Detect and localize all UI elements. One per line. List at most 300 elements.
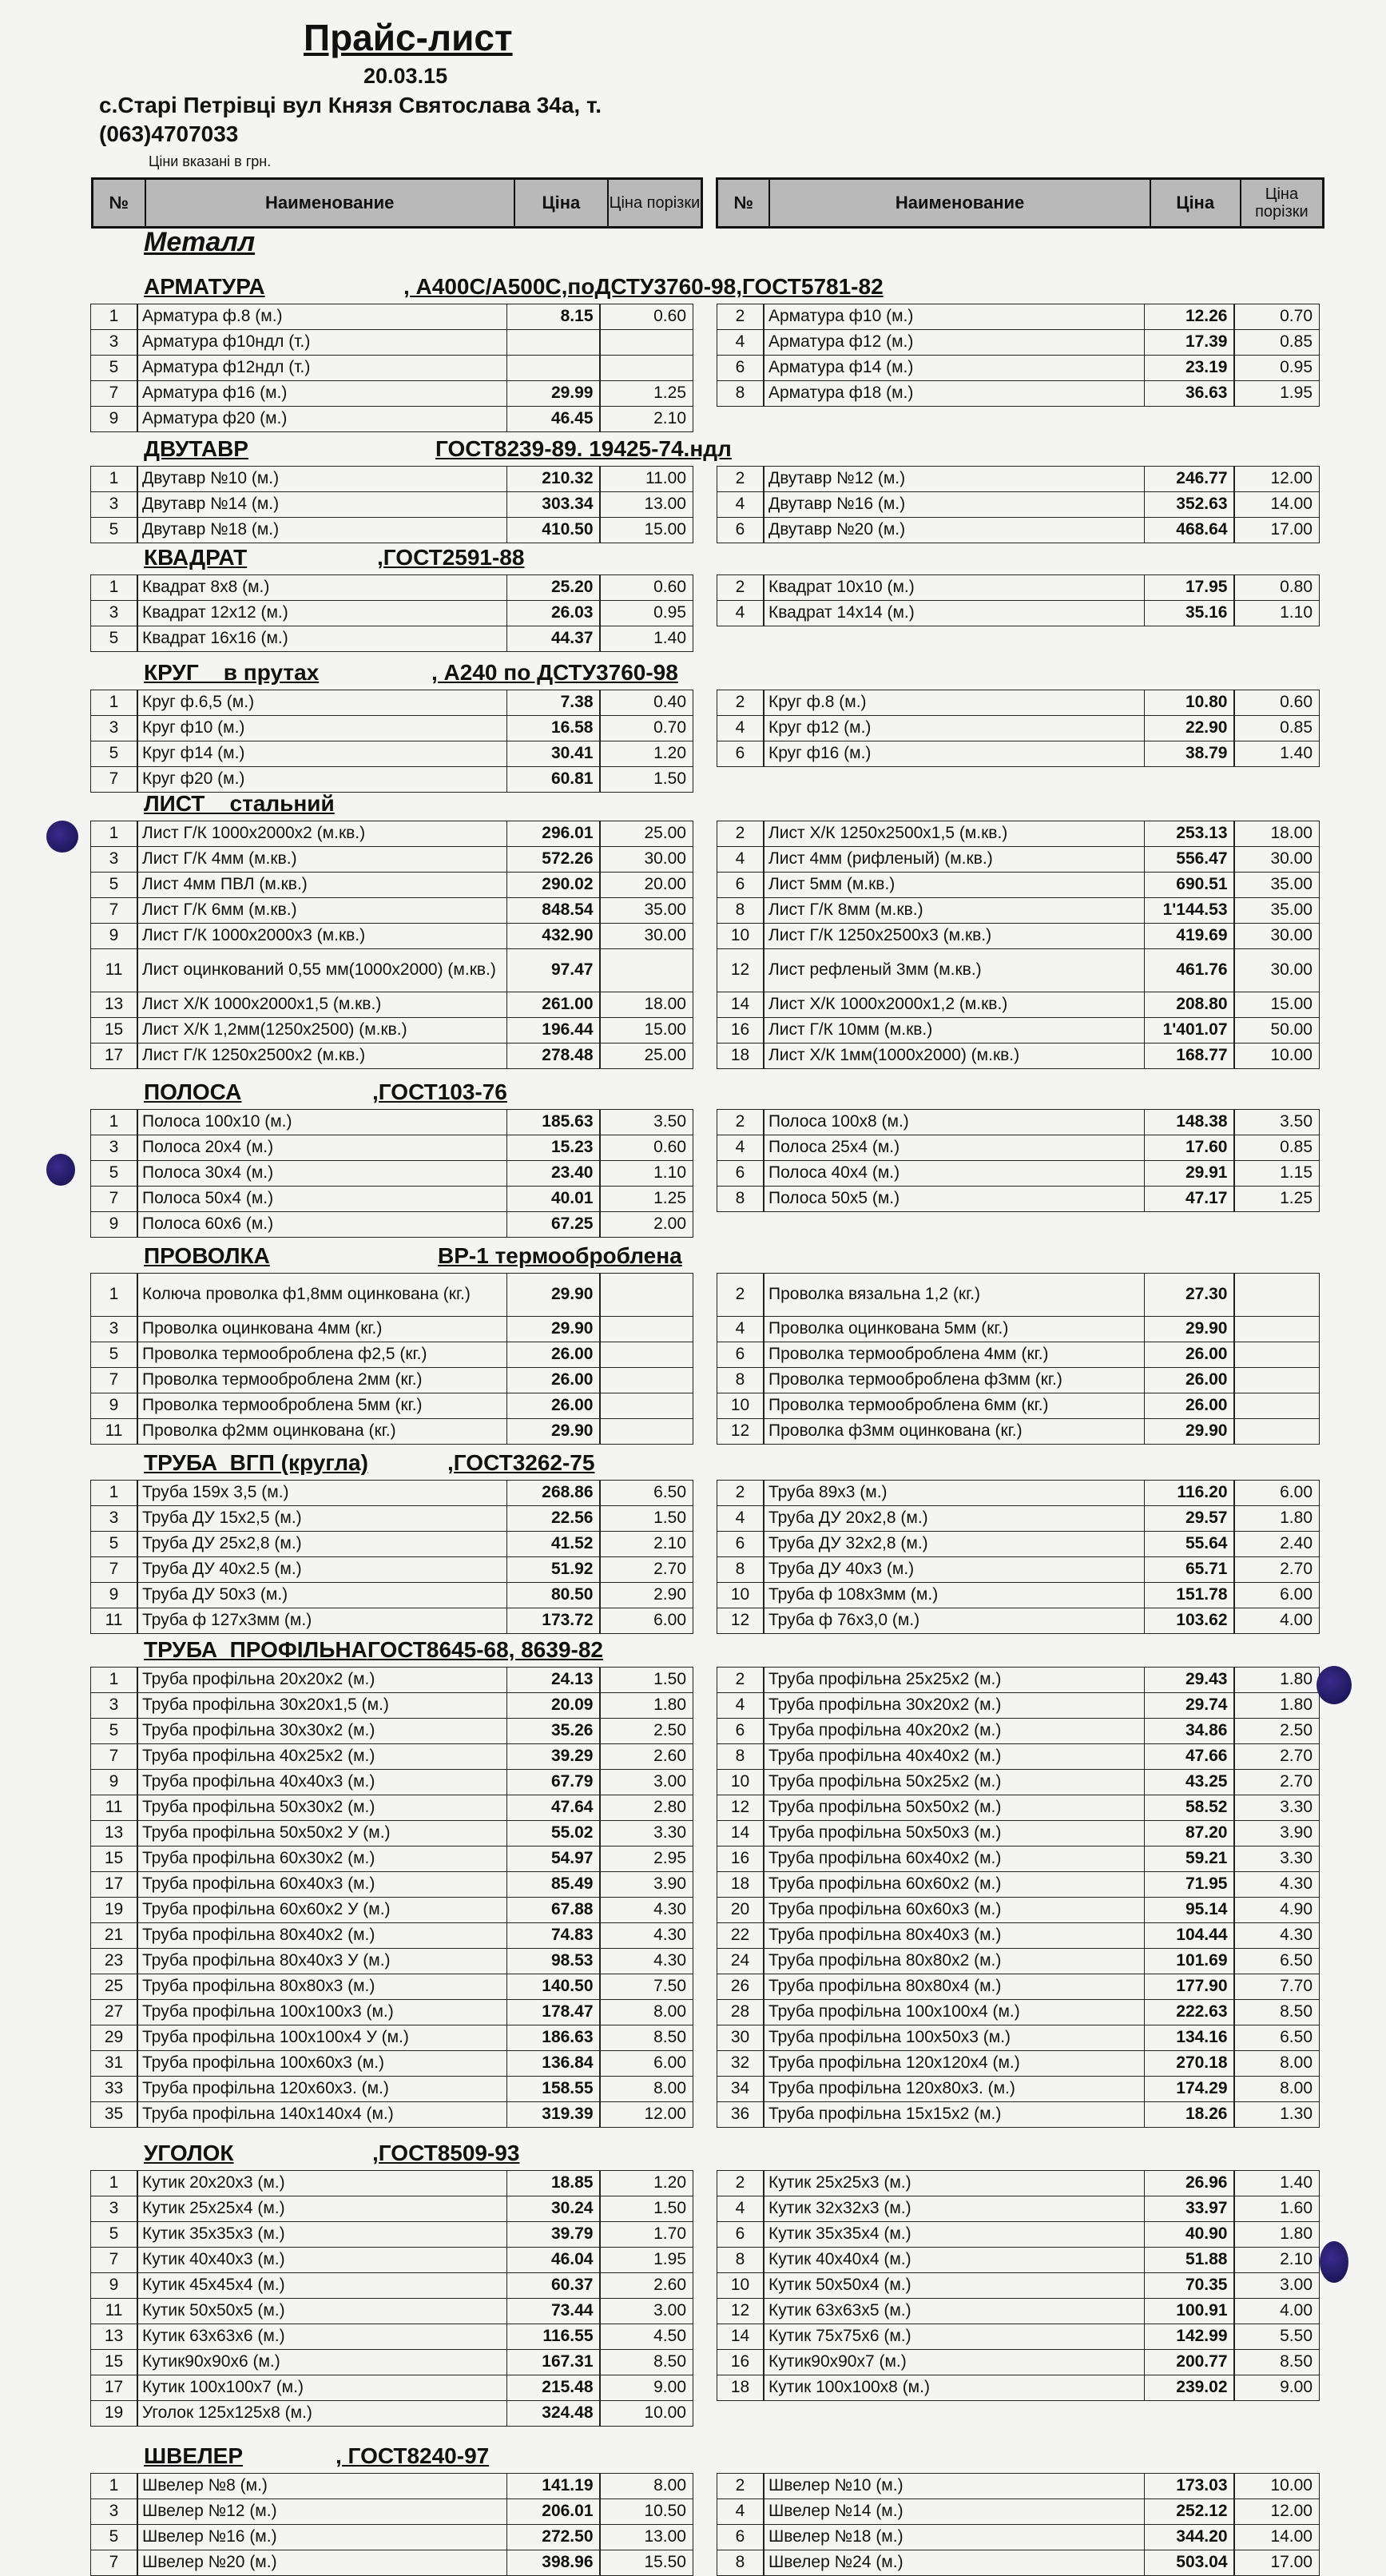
product-price: 41.52 — [506, 1531, 601, 1558]
table-row — [91, 1668, 693, 1693]
cutting-price: 1.95 — [599, 2247, 693, 2274]
product-name: Арматура ф10 (м.) — [763, 304, 1145, 331]
product-price: 26.00 — [506, 1342, 601, 1369]
row-number: 29 — [90, 2025, 138, 2052]
product-price: 432.90 — [506, 923, 601, 950]
table-row — [717, 1872, 1320, 1898]
cutting-price: 4.30 — [599, 1922, 693, 1950]
product-price: 26.00 — [506, 1393, 601, 1420]
cutting-price: 1.50 — [599, 1667, 693, 1694]
product-price: 26.96 — [1144, 2170, 1235, 2197]
product-name: Кутик 25х25х3 (м.) — [763, 2170, 1145, 2197]
product-price: 30.41 — [506, 741, 601, 768]
category-name: ТРУБА ВГП (кругла) — [144, 1450, 368, 1475]
product-name: Труба ДУ 25х2,8 (м.) — [137, 1531, 507, 1558]
product-price: 71.95 — [1144, 1871, 1235, 1898]
cutting-price: 2.10 — [1233, 2247, 1320, 2274]
product-price: 253.13 — [1144, 821, 1235, 848]
row-number: 5 — [90, 2221, 138, 2248]
cutting-price: 0.60 — [1233, 690, 1320, 717]
table-row — [91, 924, 693, 949]
table-row — [91, 330, 693, 356]
cutting-price: 25.00 — [599, 1043, 693, 1070]
table-row — [717, 949, 1320, 992]
product-price: 246.77 — [1144, 466, 1235, 493]
cutting-price: 1.50 — [599, 2196, 693, 2223]
product-price: 44.37 — [506, 626, 601, 653]
cutting-price: 0.70 — [599, 715, 693, 742]
cutting-price: 0.85 — [1233, 1135, 1320, 1162]
row-number: 4 — [717, 1135, 764, 1162]
product-name: Двутавр №16 (м.) — [763, 491, 1145, 519]
row-number: 16 — [717, 1017, 764, 1044]
row-number: 15 — [90, 1846, 138, 1873]
product-name: Труба профільна 50х50х2 (м.) — [763, 1795, 1145, 1822]
table-row — [91, 1110, 693, 1135]
product-price: 290.02 — [506, 872, 601, 899]
row-number: 6 — [717, 2524, 764, 2551]
product-price: 16.58 — [506, 715, 601, 742]
product-name: Проволка вязальна 1,2 (кг.) — [763, 1273, 1145, 1318]
cutting-price: 2.40 — [1233, 1531, 1320, 1558]
category-title — [144, 2443, 243, 2469]
product-name: Полоса 30х4 (м.) — [137, 1160, 507, 1187]
product-name: Труба профільна 40х40х3 (м.) — [137, 1769, 507, 1796]
cutting-price: 15.00 — [1233, 992, 1320, 1019]
product-price: 410.50 — [506, 517, 601, 544]
col-wholesale: Ціна порізки — [609, 194, 701, 212]
row-number: 3 — [90, 846, 138, 873]
table-row — [91, 1018, 693, 1044]
table-row — [91, 1506, 693, 1532]
table-row — [91, 381, 693, 407]
table-row — [717, 467, 1320, 492]
row-number: 4 — [717, 1316, 764, 1343]
cutting-price: 8.50 — [1233, 2349, 1320, 2376]
table-row — [717, 1135, 1320, 1161]
cutting-price: 2.60 — [599, 1743, 693, 1771]
cutting-price: 2.90 — [599, 1582, 693, 1609]
table-row — [91, 2171, 693, 2196]
cutting-price: 1.80 — [1233, 2221, 1320, 2248]
row-number: 11 — [90, 1418, 138, 1445]
row-number: 13 — [90, 2324, 138, 2351]
row-number: 5 — [90, 872, 138, 899]
ink-mark — [46, 821, 78, 853]
cutting-price: 30.00 — [1233, 923, 1320, 950]
product-price: 15.23 — [506, 1135, 601, 1162]
product-name: Труба профільна 100х100х3 (м.) — [137, 1999, 507, 2026]
cutting-price: 17.00 — [1233, 517, 1320, 544]
product-price: 22.56 — [506, 1505, 601, 1532]
table-row — [717, 381, 1320, 407]
product-name: Лист Г/К 1250х2500х2 (м.кв.) — [137, 1043, 507, 1070]
product-price: 38.79 — [1144, 741, 1235, 768]
row-number: 4 — [717, 2498, 764, 2526]
category-title — [144, 1243, 270, 1269]
product-price: 261.00 — [506, 992, 601, 1019]
product-price: 29.74 — [1144, 1692, 1235, 1719]
cutting-price: 1.80 — [1233, 1692, 1320, 1719]
cutting-price: 0.60 — [599, 574, 693, 602]
table-row — [91, 1212, 693, 1238]
table-row — [91, 1872, 693, 1898]
table-row — [91, 1044, 693, 1069]
product-price: 556.47 — [1144, 846, 1235, 873]
category-standard — [372, 1079, 507, 1105]
phone-line: (063)4707033 — [99, 121, 239, 146]
row-number: 8 — [717, 897, 764, 924]
table-row — [91, 518, 693, 543]
row-number: 34 — [717, 2076, 764, 2103]
table-row — [91, 1317, 693, 1342]
product-name: Двутавр №18 (м.) — [137, 517, 507, 544]
product-name: Труба ДУ 40х2.5 (м.) — [137, 1556, 507, 1584]
category-standard — [447, 1450, 594, 1476]
row-number: 2 — [717, 1480, 764, 1507]
row-number: 5 — [90, 1718, 138, 1745]
row-number: 17 — [90, 1043, 138, 1070]
product-name: Труба 89х3 (м.) — [763, 1480, 1145, 1507]
category-name: ЛИСТ стальний — [144, 791, 335, 816]
product-name: Труба профільна 120х80х3. (м.) — [763, 2076, 1145, 2103]
ink-mark — [46, 1154, 75, 1186]
table-row — [91, 1419, 693, 1445]
row-number: 14 — [717, 2324, 764, 2351]
row-number: 35 — [90, 2101, 138, 2129]
row-number: 30 — [717, 2025, 764, 2052]
product-price: 296.01 — [506, 821, 601, 848]
row-number: 9 — [90, 1769, 138, 1796]
product-price: 103.62 — [1144, 1608, 1235, 1635]
cutting-price: 0.70 — [1233, 304, 1320, 331]
product-name: Швелер №18 (м.) — [763, 2524, 1145, 2551]
product-price: 1'401.07 — [1144, 1017, 1235, 1044]
table-row — [717, 873, 1320, 898]
product-name: Полоса 50х4 (м.) — [137, 1186, 507, 1213]
table-row — [91, 1557, 693, 1583]
table-row — [717, 575, 1320, 601]
row-number: 8 — [717, 1367, 764, 1394]
product-price: 26.00 — [1144, 1393, 1235, 1420]
cutting-price: 8.00 — [599, 2076, 693, 2103]
cutting-price: 3.90 — [599, 1871, 693, 1898]
product-name: Кутик 45х45х4 (м.) — [137, 2272, 507, 2300]
price-note: Ціни вказані в грн. — [149, 153, 272, 169]
product-price: 51.88 — [1144, 2247, 1235, 2274]
cutting-price: 1.40 — [1233, 2170, 1320, 2197]
table-row — [717, 1923, 1320, 1949]
cutting-price: 3.50 — [1233, 1109, 1320, 1136]
cutting-price: 1.80 — [599, 1692, 693, 1719]
row-number: 6 — [717, 517, 764, 544]
product-price: 206.01 — [506, 2498, 601, 2526]
cutting-price — [599, 1393, 693, 1420]
product-price: 1'144.53 — [1144, 897, 1235, 924]
table-header-left — [91, 177, 703, 229]
cutting-price: 3.00 — [599, 2298, 693, 2325]
cutting-price: 7.70 — [1233, 1974, 1320, 2001]
product-name: Арматура ф18 (м.) — [763, 380, 1145, 407]
table-row — [91, 1744, 693, 1770]
table-row — [91, 2375, 693, 2401]
table-row — [717, 1770, 1320, 1795]
table-row — [91, 1693, 693, 1719]
cutting-price — [599, 948, 693, 993]
product-price: 12.26 — [1144, 304, 1235, 331]
cutting-price: 3.30 — [599, 1820, 693, 1847]
row-number: 9 — [90, 2272, 138, 2300]
table-row — [91, 1135, 693, 1161]
table-row — [91, 741, 693, 767]
product-name: Полоса 100х10 (м.) — [137, 1109, 507, 1136]
cutting-price: 35.00 — [1233, 897, 1320, 924]
product-price: 47.64 — [506, 1795, 601, 1822]
cutting-price: 7.50 — [599, 1974, 693, 2001]
product-name: Двутавр №10 (м.) — [137, 466, 507, 493]
table-row — [717, 2196, 1320, 2222]
product-price: 26.00 — [1144, 1342, 1235, 1369]
product-name: Труба профільна 60х60х2 У (м.) — [137, 1897, 507, 1924]
category-standard — [336, 2443, 489, 2469]
row-number: 3 — [90, 2196, 138, 2223]
product-name: Уголок 125х125х8 (м.) — [137, 2400, 507, 2427]
product-name: Арматура ф20 (м.) — [137, 406, 507, 433]
row-number: 5 — [90, 1531, 138, 1558]
product-name: Лист Г/К 4мм (м.кв.) — [137, 846, 507, 873]
cutting-price: 2.70 — [1233, 1556, 1320, 1584]
row-number: 5 — [90, 626, 138, 653]
table-row — [91, 2350, 693, 2375]
cutting-price: 1.20 — [599, 2170, 693, 2197]
product-name: Круг ф14 (м.) — [137, 741, 507, 768]
table-row — [717, 1719, 1320, 1744]
product-name: Труба профільна 50х50х2 У (м.) — [137, 1820, 507, 1847]
product-name: Труба профільна 30х30х2 (м.) — [137, 1718, 507, 1745]
row-number: 12 — [717, 1795, 764, 1822]
cutting-price: 0.80 — [1233, 574, 1320, 602]
cutting-price: 0.40 — [599, 690, 693, 717]
cutting-price: 20.00 — [599, 872, 693, 899]
product-price: 25.20 — [506, 574, 601, 602]
product-name: Лист 5мм (м.кв.) — [763, 872, 1145, 899]
table-row — [91, 304, 693, 330]
product-name: Кутик 40х40х3 (м.) — [137, 2247, 507, 2274]
table-row — [91, 1342, 693, 1368]
table-row — [717, 1342, 1320, 1368]
product-name: Квадрат 16х16 (м.) — [137, 626, 507, 653]
product-name: Труба ДУ 32х2,8 (м.) — [763, 1531, 1145, 1558]
product-name: Кутик 35х35х4 (м.) — [763, 2221, 1145, 2248]
category-name: АРМАТУРА — [144, 274, 265, 299]
product-price: 73.44 — [506, 2298, 601, 2325]
row-number: 2 — [717, 821, 764, 848]
row-number: 3 — [90, 1316, 138, 1343]
product-name: Труба ф 127х3мм (м.) — [137, 1608, 507, 1635]
row-number: 7 — [90, 897, 138, 924]
row-number: 6 — [717, 1160, 764, 1187]
table-row — [717, 924, 1320, 949]
product-price: 158.55 — [506, 2076, 601, 2103]
cutting-price — [1233, 1342, 1320, 1369]
product-name: Труба 159х 3,5 (м.) — [137, 1480, 507, 1507]
category-name: ШВЕЛЕР — [144, 2443, 244, 2468]
table-row — [717, 601, 1320, 626]
cutting-price: 15.00 — [599, 1017, 693, 1044]
cutting-price: 2.70 — [1233, 1769, 1320, 1796]
cutting-price: 5.50 — [1233, 2324, 1320, 2351]
product-name: Круг ф20 (м.) — [137, 766, 507, 793]
product-name: Проволка ф3мм оцинкована (кг.) — [763, 1418, 1145, 1445]
table-row — [91, 2196, 693, 2222]
product-price: 10.80 — [1144, 690, 1235, 717]
row-number: 13 — [90, 1820, 138, 1847]
table-row — [717, 1481, 1320, 1506]
cutting-price: 14.00 — [1233, 491, 1320, 519]
cutting-price — [1233, 1273, 1320, 1318]
cutting-price: 30.00 — [1233, 846, 1320, 873]
table-row — [717, 2350, 1320, 2375]
table-row — [91, 2474, 693, 2499]
cutting-price: 1.80 — [1233, 1505, 1320, 1532]
product-name: Лист рефленый 3мм (м.кв.) — [763, 948, 1145, 993]
table-row — [717, 518, 1320, 543]
cutting-price: 9.00 — [1233, 2375, 1320, 2402]
cutting-price: 35.00 — [599, 897, 693, 924]
product-name: Труба профільна 120х60х3. (м.) — [137, 2076, 507, 2103]
category-title — [144, 1079, 241, 1105]
product-name: Лист Г/К 10мм (м.кв.) — [763, 1017, 1145, 1044]
product-price: 17.60 — [1144, 1135, 1235, 1162]
price-date: 20.03.15 — [363, 64, 448, 88]
table-row — [91, 1949, 693, 1974]
product-price: 39.79 — [506, 2221, 601, 2248]
cutting-price: 0.85 — [1233, 329, 1320, 356]
cutting-price: 6.00 — [1233, 1480, 1320, 1507]
cutting-price: 6.00 — [599, 1608, 693, 1635]
product-price: 24.13 — [506, 1667, 601, 1694]
cutting-price: 4.00 — [1233, 2298, 1320, 2325]
product-name: Швелер №14 (м.) — [763, 2498, 1145, 2526]
product-name: Труба профільна 60х60х3 (м.) — [763, 1897, 1145, 1924]
row-number: 4 — [717, 329, 764, 356]
row-number: 12 — [717, 948, 764, 993]
product-name: Арматура ф.8 (м.) — [137, 304, 507, 331]
product-name: Арматура ф16 (м.) — [137, 380, 507, 407]
product-price: 46.45 — [506, 406, 601, 433]
product-name: Труба профільна 80х40х2 (м.) — [137, 1922, 507, 1950]
category-title — [144, 545, 247, 570]
product-name: Труба профільна 100х100х4 У (м.) — [137, 2025, 507, 2052]
table-row — [717, 847, 1320, 873]
cutting-price: 1.10 — [1233, 600, 1320, 627]
category-standard — [431, 660, 678, 686]
table-row — [717, 492, 1320, 518]
cutting-price: 12.00 — [1233, 466, 1320, 493]
cutting-price: 4.30 — [599, 1948, 693, 1975]
product-price: 168.77 — [1144, 1043, 1235, 1070]
table-row — [717, 2000, 1320, 2025]
cutting-price — [599, 1273, 693, 1318]
product-name: Квадрат 8х8 (м.) — [137, 574, 507, 602]
table-row — [91, 2273, 693, 2299]
row-number: 6 — [717, 1342, 764, 1369]
product-price: 173.72 — [506, 1608, 601, 1635]
standard-text: , ГОСТ8240-97 — [336, 2443, 490, 2468]
standard-text: , А240 по ДСТУ3760-98 — [431, 660, 678, 685]
row-number: 11 — [90, 948, 138, 993]
table-header-right — [716, 177, 1324, 229]
product-price: 17.95 — [1144, 574, 1235, 602]
row-number: 8 — [717, 2550, 764, 2576]
cutting-price: 3.30 — [1233, 1795, 1320, 1822]
cutting-price: 25.00 — [599, 821, 693, 848]
product-name: Кутик 100х100х7 (м.) — [137, 2375, 507, 2402]
table-row — [91, 1719, 693, 1744]
row-number: 15 — [90, 1017, 138, 1044]
cutting-price: 3.00 — [599, 1769, 693, 1796]
row-number: 7 — [90, 380, 138, 407]
product-name: Проволка термооброблена 6мм (кг.) — [763, 1393, 1145, 1420]
category-title — [144, 2141, 234, 2166]
product-price: 174.29 — [1144, 2076, 1235, 2103]
product-name: Проволка ф2мм оцинкована (кг.) — [137, 1418, 507, 1445]
product-name: Швелер №12 (м.) — [137, 2498, 507, 2526]
product-price: 98.53 — [506, 1948, 601, 1975]
table-row — [717, 2525, 1320, 2550]
category-title — [144, 274, 265, 300]
product-name: Кутик 63х63х5 (м.) — [763, 2298, 1145, 2325]
cutting-price: 3.90 — [1233, 1820, 1320, 1847]
product-price: 30.24 — [506, 2196, 601, 2223]
product-name: Лист оцинкований 0,55 мм(1000х2000) (м.кв.) — [137, 948, 507, 993]
product-price: 151.78 — [1144, 1582, 1235, 1609]
table-row — [717, 2171, 1320, 2196]
product-price: 419.69 — [1144, 923, 1235, 950]
col-no: № — [718, 180, 770, 226]
row-number: 1 — [90, 2473, 138, 2500]
product-price: 268.86 — [506, 1480, 601, 1507]
product-price — [506, 329, 601, 356]
product-price: 167.31 — [506, 2349, 601, 2376]
table-row — [717, 1393, 1320, 1419]
row-number: 9 — [90, 1582, 138, 1609]
product-name: Кутик 32х32х3 (м.) — [763, 2196, 1145, 2223]
table-row — [91, 2299, 693, 2324]
cutting-price: 30.00 — [599, 846, 693, 873]
table-row — [717, 1821, 1320, 1847]
product-price: 185.63 — [506, 1109, 601, 1136]
product-name: Лист 4мм (рифленый) (м.кв.) — [763, 846, 1145, 873]
table-row — [717, 1974, 1320, 2000]
cutting-price: 2.50 — [1233, 1718, 1320, 1745]
product-price: 22.90 — [1144, 715, 1235, 742]
product-name: Лист 4мм ПВЛ (м.кв.) — [137, 872, 507, 899]
product-name: Труба профільна 80х80х3 (м.) — [137, 1974, 507, 2001]
row-number: 16 — [717, 2349, 764, 2376]
cutting-price: 8.00 — [1233, 2076, 1320, 2103]
row-number: 5 — [90, 2524, 138, 2551]
product-name: Швелер №16 (м.) — [137, 2524, 507, 2551]
table-row — [717, 1668, 1320, 1693]
product-price: 23.40 — [506, 1160, 601, 1187]
cutting-price — [599, 1316, 693, 1343]
row-number: 1 — [90, 466, 138, 493]
product-price: 148.38 — [1144, 1109, 1235, 1136]
product-price: 35.16 — [1144, 600, 1235, 627]
row-number: 18 — [717, 1043, 764, 1070]
cutting-price: 1.40 — [1233, 741, 1320, 768]
